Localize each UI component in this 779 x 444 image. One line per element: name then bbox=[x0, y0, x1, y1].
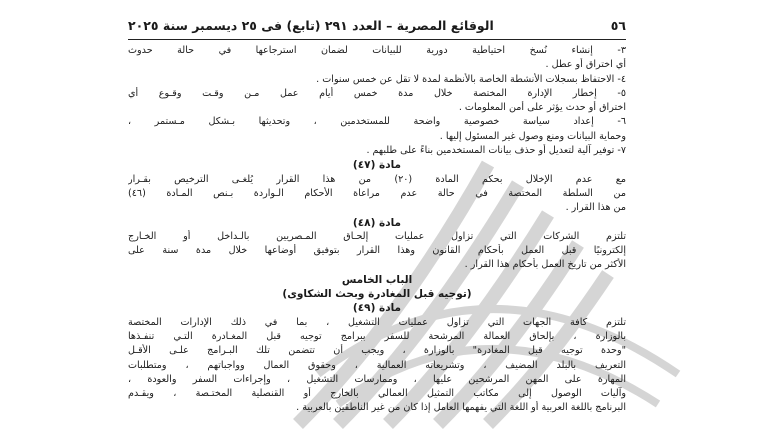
gazette-title: الوقائع المصرية – العدد ٢٩١ (تابع) فى ٢٥ ديسمبر سنة ٢٠٢٥ bbox=[128, 17, 494, 33]
text-line: من هذا القرار . bbox=[565, 202, 626, 214]
text-line: إلكترونيًا قبل العمل بأحكام القانون وهذا القرار بتوفيق أوضاعها خلال مدة سنة على bbox=[128, 245, 626, 257]
text-line: بالوزارة ، بإلحاق العمالة المرشحة للسفر ببرامج توجيه قبل المغـادرة التـي تنفـذها bbox=[128, 330, 626, 342]
text-line: البرنامج باللغة العربية أو اللغة التي يفهمها العامل إذا كان من غير الناطقين بالعربية . bbox=[296, 402, 626, 414]
text-line: مع عدم الإخلال بحكم المادة (٢٠) من هذا القرار يُلغـى الترخيص بقـرار bbox=[128, 173, 626, 185]
text-line: وحماية البيانات ومنع وصول غير المسئول إليها . bbox=[439, 130, 626, 142]
page-number: ٥٦ bbox=[610, 17, 626, 33]
text-line: التعريف بالبلد المضيف ، وتشريعاته العمالية ، وحقوق العمال وواجباتهم ، ومتطلبات bbox=[128, 359, 626, 371]
text-line: ٧- توفير آلية لتعديل أو حذف بيانات المستخدمين بناءً على طلبهم . bbox=[366, 145, 626, 157]
section-heading: الباب الخامس bbox=[341, 273, 413, 286]
gazette-page bbox=[128, 14, 626, 432]
text-line: "وحدة توجيه قبل المغادرة" بالوزارة ، ويجب أن تتضمن تلك البـرامج علـى الأقـل bbox=[128, 345, 626, 357]
section-heading: مادة (٤٩) bbox=[352, 302, 402, 315]
page-header bbox=[128, 14, 626, 36]
text-line: اختراق أو حدث يؤثر على أمن المعلومات . bbox=[458, 102, 626, 114]
text-line: ٣- إنشاء نُسخ احتياطية دورية للبيانات لضمان استرجاعها في حالة حدوث bbox=[128, 45, 626, 56]
text-line: من السلطة المختصة في حالة عدم مراعاة الأحكام الـواردة بـنص المـادة (٤٦) bbox=[128, 187, 626, 199]
text-line: ٦- إعداد سياسة خصوصية واضحة للمستخدمين ، وتحديثها بـشكل مـستمر ، bbox=[128, 116, 626, 128]
text-line: ٥- إخطار الإدارة المختصة خلال مدة خمس أيام عمل مـن وقـت وقـوع أي bbox=[128, 87, 626, 99]
text-line: أي اختراق أو عطل . bbox=[545, 59, 626, 71]
section-heading: (توجيه قبل المغادرة وبحث الشكاوى) bbox=[282, 288, 472, 301]
header-divider bbox=[128, 39, 626, 40]
text-line: المهارة على المهن المرشحين عليها ، وممارسات التشغيل ، وإجراءات السفر والعودة ، bbox=[128, 373, 626, 385]
text-line: وآليات الوصول إلى مكاتب التمثيل العمالي بالخارج أو القنصلية المختـصة ، ويقـدم bbox=[128, 388, 626, 400]
document-body bbox=[128, 44, 626, 416]
text-line: تلتزم الشركات التي تزاول عمليات إلحـاق المـصريين بالـداخل أو الخـارج bbox=[128, 230, 626, 242]
text-line: الأكثر من تاريخ العمل بأحكام هذا القرار . bbox=[464, 259, 626, 271]
section-heading: مادة (٤٨) bbox=[352, 216, 402, 229]
section-heading: مادة (٤٧) bbox=[352, 159, 402, 172]
text-line: تلتزم كافة الجهات التي تزاول عمليات التشغيل ، بما في ذلك الإدارات المختصة bbox=[128, 316, 626, 328]
text-line: ٤- الاحتفاظ بسجلات الأنشطة الخاصة بالأنظمة لمدة لا تقل عن خمس سنوات . bbox=[316, 73, 626, 85]
